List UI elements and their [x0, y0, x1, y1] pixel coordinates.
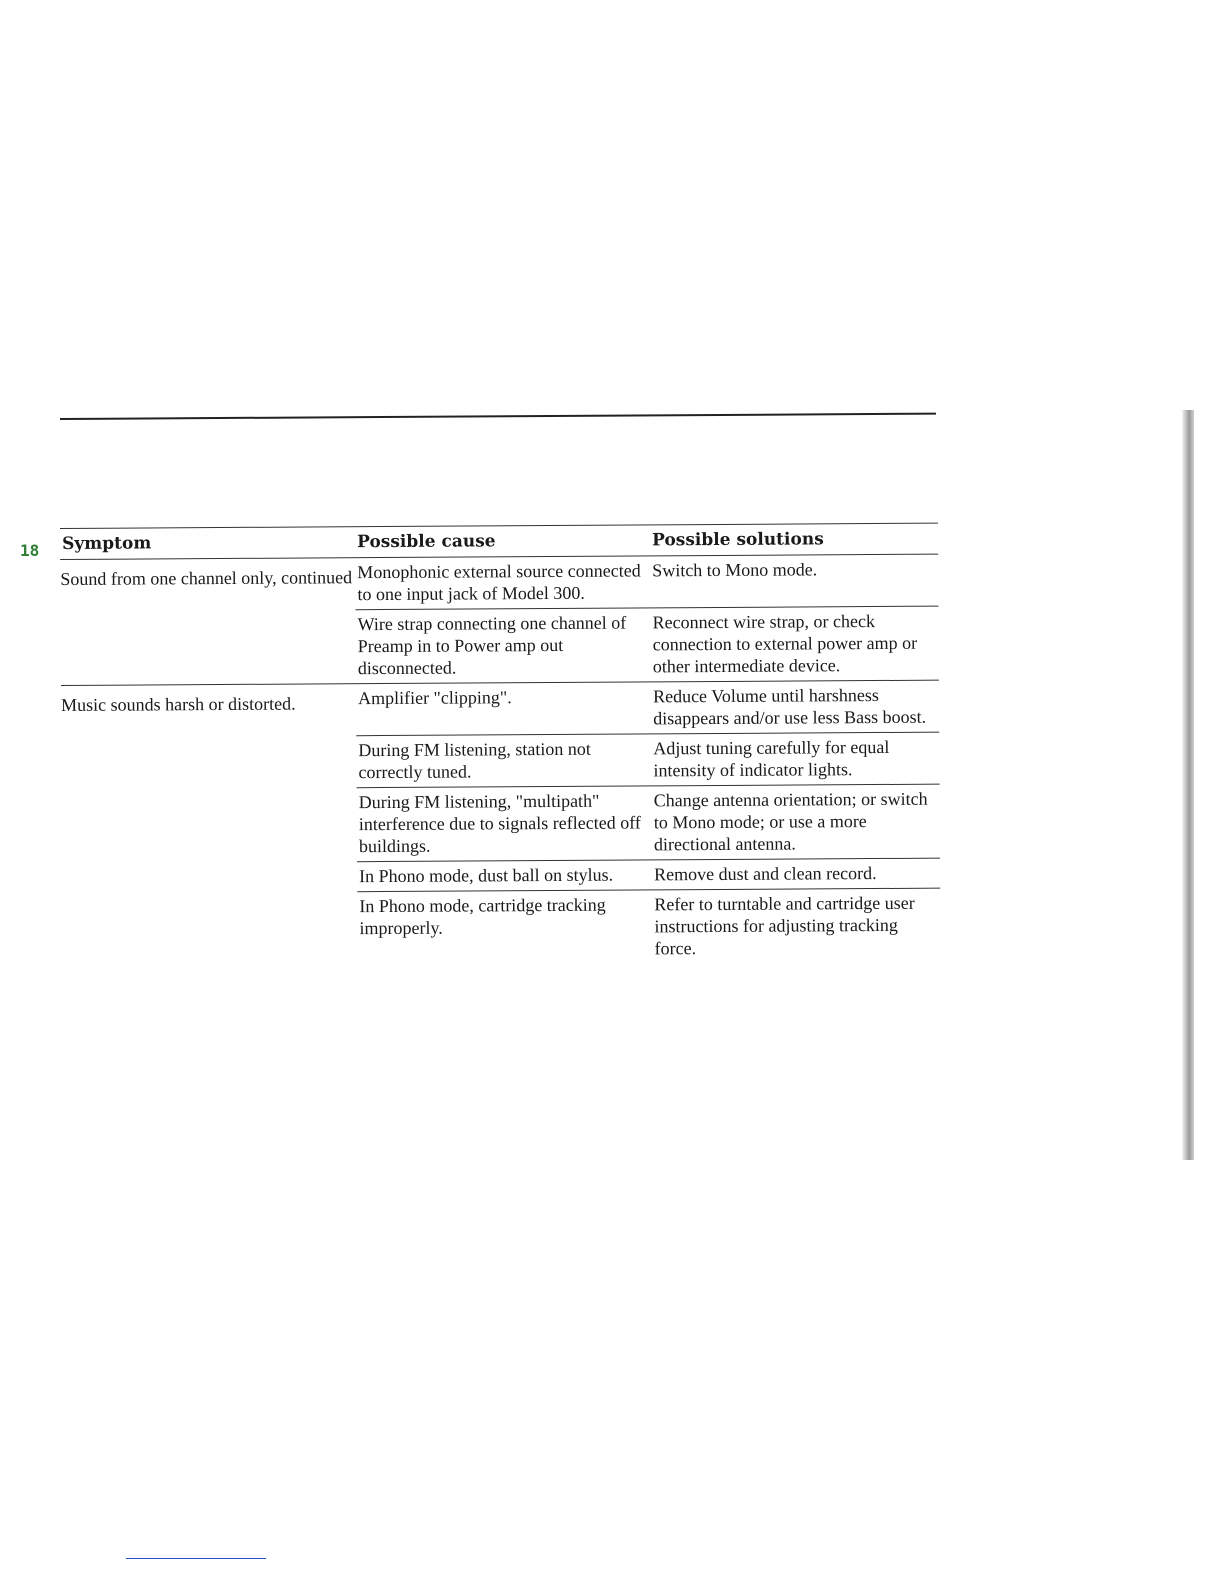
- cause-text: During FM listening, "multipath" interference due to signals reflected off buildings.: [358, 790, 641, 857]
- symptom-text: Sound from one channel only, continued: [60, 567, 353, 589]
- solution-text: Remove dust and clean record.: [654, 863, 877, 885]
- cause-text: Amplifier "clipping".: [357, 687, 512, 709]
- cause-text: During FM listening, station not correctly tuned.: [358, 738, 591, 783]
- table-row: [357, 888, 940, 966]
- header-cause: Possible cause: [357, 531, 496, 553]
- solution-text: Switch to Mono mode.: [652, 559, 818, 581]
- bottom-link-line: [126, 1558, 266, 1559]
- table-row: [356, 732, 939, 788]
- symptom-text: Music sounds harsh or distorted.: [61, 693, 296, 715]
- page-number: 18: [20, 541, 40, 560]
- table-row: [356, 681, 939, 736]
- solution-text: Reduce Volume until harshness disappears and/or use less Bass boost.: [652, 685, 927, 729]
- scan-edge-shadow: [1182, 410, 1194, 1160]
- header-symptom: Symptom: [62, 533, 152, 554]
- solution-text: Change antenna orientation; or switch to Mono mode; or use a more directional antenna.: [653, 788, 928, 855]
- table-row: [356, 606, 939, 684]
- header-solution: Possible solutions: [652, 529, 824, 551]
- table-row: [357, 784, 940, 862]
- cause-rows: [356, 681, 941, 966]
- table-header: [60, 523, 938, 560]
- solution-text: Refer to turntable and cartridge user instructions for adjusting tracking force.: [654, 892, 915, 959]
- table-row: [357, 858, 940, 892]
- symptom-group: [60, 555, 939, 685]
- solution-text: Reconnect wire strap, or check connection to external power amp or other intermediate device.: [652, 611, 918, 677]
- cause-text: Monophonic external source connected to one input jack of Model 300.: [357, 560, 641, 605]
- cause-rows: [355, 555, 939, 684]
- troubleshooting-table: [60, 523, 941, 967]
- table-row: [355, 555, 938, 610]
- cause-text: In Phono mode, dust ball on stylus.: [359, 864, 614, 887]
- symptom-group: [61, 680, 941, 967]
- cause-text: In Phono mode, cartridge tracking improperly.: [359, 894, 606, 939]
- solution-text: Adjust tuning carefully for equal intensity of indicator lights.: [653, 736, 890, 781]
- top-rule: [60, 413, 936, 420]
- cause-text: Wire strap connecting one channel of Preamp in to Power amp out disconnected.: [357, 612, 627, 679]
